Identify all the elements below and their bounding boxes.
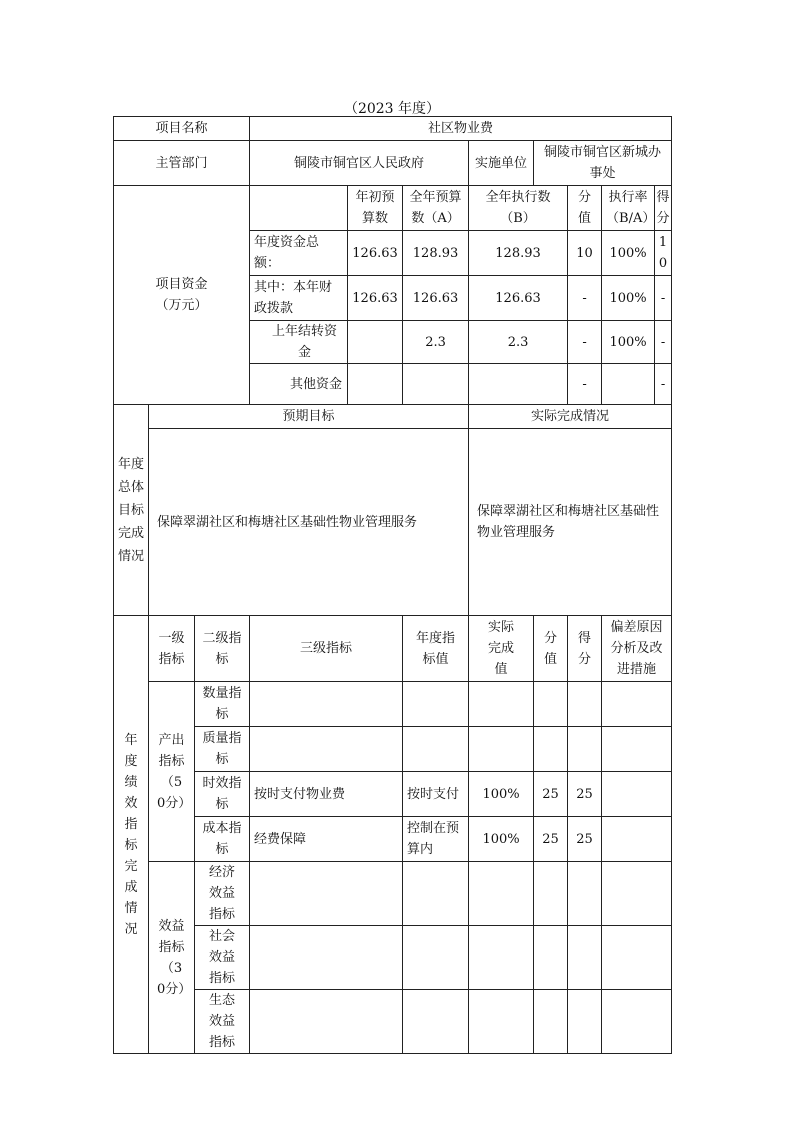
effect-l2: 生态效益指标 (195, 990, 250, 1054)
funds-cell (602, 364, 655, 405)
funds-header-budget: 全年预算数（A） (403, 186, 469, 231)
perf-header-reason: 偏差原因分析及改进措施 (602, 616, 672, 682)
output-l3 (250, 682, 403, 727)
funds-cell: 2.3 (403, 321, 469, 364)
funds-cell (403, 364, 469, 405)
perf-header-actual: 实际完成值 (469, 616, 534, 682)
effect-score-value (534, 926, 568, 990)
output-actual: 100% (469, 817, 534, 862)
funds-label: 项目资金（万元） (114, 186, 250, 405)
funds-header-row (114, 186, 672, 231)
funds-cell: 126.63 (348, 231, 403, 276)
output-score (568, 727, 602, 772)
funds-cell: - (568, 321, 602, 364)
output-l2: 质量指标 (195, 727, 250, 772)
dept-label: 主管部门 (114, 141, 250, 186)
output-row (114, 682, 672, 727)
funds-cell: 10 (568, 231, 602, 276)
performance-table (113, 116, 672, 1054)
output-actual: 100% (469, 772, 534, 817)
funds-cell (348, 321, 403, 364)
output-score-value: 25 (534, 817, 568, 862)
funds-cell: 100% (602, 276, 655, 321)
funds-cell: - (655, 364, 672, 405)
output-score: 25 (568, 772, 602, 817)
output-reason (602, 817, 672, 862)
funds-cell: 10 (655, 231, 672, 276)
output-target (403, 727, 469, 772)
effect-l2: 社会效益指标 (195, 926, 250, 990)
output-score-value (534, 727, 568, 772)
dept-value: 铜陵市铜官区人民政府 (250, 141, 469, 186)
project-name-value: 社区物业费 (250, 117, 672, 141)
effect-target (403, 990, 469, 1054)
perf-header-row (114, 616, 672, 682)
output-reason (602, 682, 672, 727)
output-l3: 按时支付物业费 (250, 772, 403, 817)
goals-header-row (114, 405, 672, 429)
funds-header-score: 得分 (655, 186, 672, 231)
goals-actual-label: 实际完成情况 (469, 405, 672, 429)
funds-cell: - (568, 276, 602, 321)
output-l2: 数量指标 (195, 682, 250, 727)
output-row (114, 727, 672, 772)
department-row (114, 141, 672, 186)
effect-score-value (534, 990, 568, 1054)
effect-row (114, 990, 672, 1054)
project-name-label: 项目名称 (114, 117, 250, 141)
project-name-row (114, 117, 672, 141)
effect-l3 (250, 926, 403, 990)
funds-header-exec: 全年执行数（B） (469, 186, 568, 231)
funds-cell: 126.63 (348, 276, 403, 321)
funds-cell: 126.63 (469, 276, 568, 321)
output-row (114, 772, 672, 817)
effect-reason (602, 926, 672, 990)
effect-target (403, 862, 469, 926)
effect-reason (602, 862, 672, 926)
output-label: 产出指标（50分） (149, 682, 195, 862)
funds-cell: 2.3 (469, 321, 568, 364)
output-score-value (534, 682, 568, 727)
funds-row-name: 其他资金 (250, 364, 348, 405)
impl-unit-value: 铜陵市铜官区新城办事处 (534, 141, 672, 186)
effect-actual (469, 926, 534, 990)
output-reason (602, 772, 672, 817)
effect-label: 效益指标（30分） (149, 862, 195, 1054)
effect-reason (602, 990, 672, 1054)
effect-row (114, 862, 672, 926)
funds-cell: 100% (602, 321, 655, 364)
funds-cell (469, 364, 568, 405)
output-l2: 成本指标 (195, 817, 250, 862)
funds-cell: - (655, 321, 672, 364)
effect-target (403, 926, 469, 990)
perf-header-l2: 二级指标 (195, 616, 250, 682)
output-actual (469, 727, 534, 772)
funds-header-score-value: 分值 (568, 186, 602, 231)
funds-row-name: 年度资金总额： (250, 231, 348, 276)
perf-header-score-value: 分值 (534, 616, 568, 682)
perf-header-score: 得分 (568, 616, 602, 682)
perf-header-l1: 一级指标 (149, 616, 195, 682)
output-reason (602, 727, 672, 772)
funds-cell: 128.93 (403, 231, 469, 276)
effect-score (568, 926, 602, 990)
perf-header-target: 年度指标值 (403, 616, 469, 682)
effect-score (568, 862, 602, 926)
goals-expected: 保障翠湖社区和梅塘社区基础性物业管理服务 (149, 429, 469, 616)
perf-label: 年度绩效指标完成情况 (114, 616, 149, 1054)
funds-cell: - (568, 364, 602, 405)
funds-cell (348, 364, 403, 405)
funds-row-name: 上年结转资金 (250, 321, 348, 364)
perf-header-l3: 三级指标 (250, 616, 403, 682)
output-score (568, 682, 602, 727)
effect-score-value (534, 862, 568, 926)
impl-unit-label: 实施单位 (469, 141, 534, 186)
funds-cell: - (655, 276, 672, 321)
output-target: 控制在预算内 (403, 817, 469, 862)
output-target: 按时支付 (403, 772, 469, 817)
output-actual (469, 682, 534, 727)
output-row (114, 817, 672, 862)
goals-label: 年度总体目标完成情况 (114, 405, 149, 616)
funds-cell: 128.93 (469, 231, 568, 276)
goals-expected-label: 预期目标 (149, 405, 469, 429)
output-score-value: 25 (534, 772, 568, 817)
output-l3: 经费保障 (250, 817, 403, 862)
effect-l3 (250, 990, 403, 1054)
effect-score (568, 990, 602, 1054)
funds-cell: 100% (602, 231, 655, 276)
output-l3 (250, 727, 403, 772)
funds-header-initial: 年初预算数 (348, 186, 403, 231)
report-year-title: （2023 年度） (343, 101, 441, 117)
effect-actual (469, 862, 534, 926)
funds-header-rate: 执行率（B/A） (602, 186, 655, 231)
output-score: 25 (568, 817, 602, 862)
effect-row (114, 926, 672, 990)
effect-l2: 经济效益指标 (195, 862, 250, 926)
funds-cell: 126.63 (403, 276, 469, 321)
output-l2: 时效指标 (195, 772, 250, 817)
output-target (403, 682, 469, 727)
goals-content-row (114, 429, 672, 616)
goals-actual: 保障翠湖社区和梅塘社区基础性物业管理服务 (469, 429, 672, 616)
effect-actual (469, 990, 534, 1054)
funds-row-name: 其中：本年财政拨款 (250, 276, 348, 321)
effect-l3 (250, 862, 403, 926)
